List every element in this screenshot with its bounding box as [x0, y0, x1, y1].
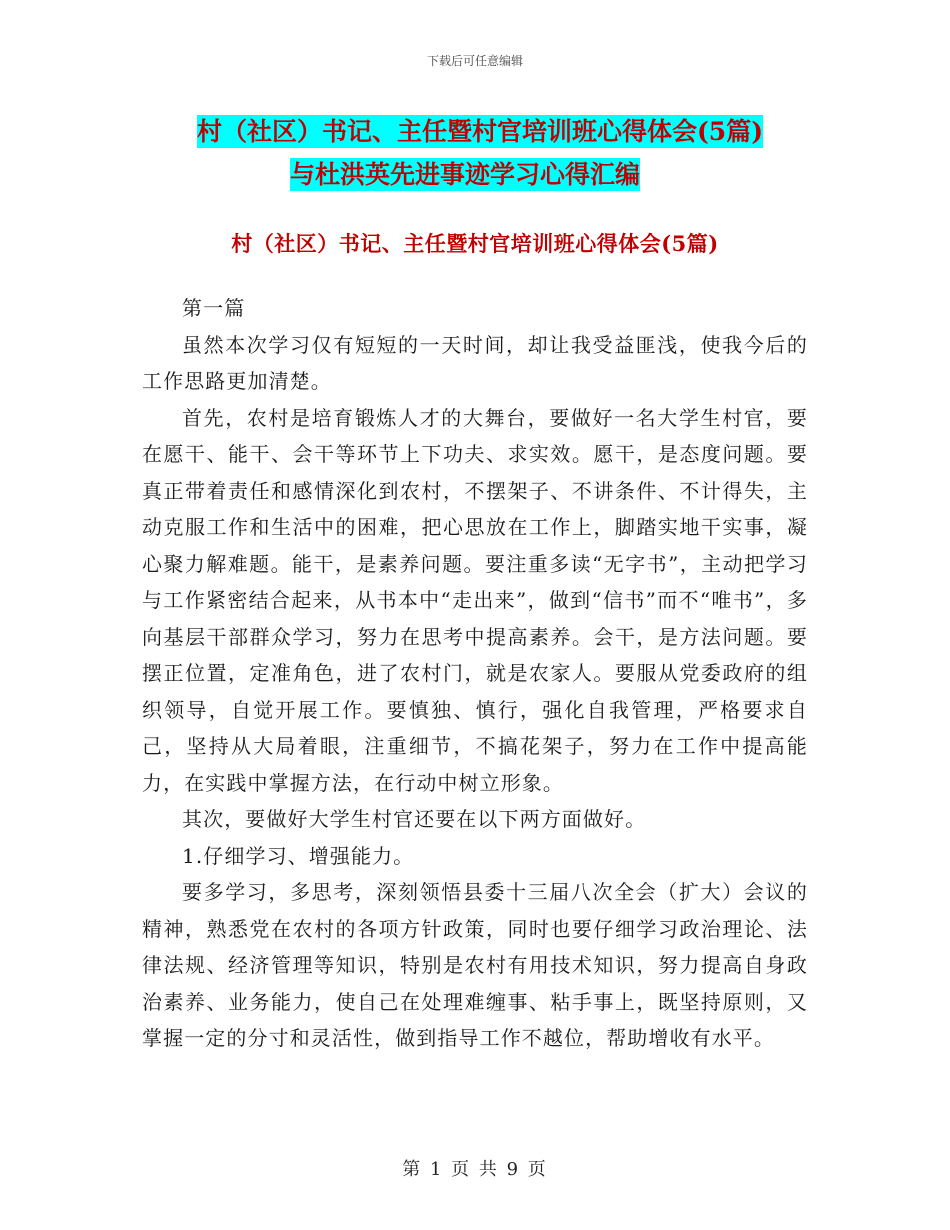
paragraph: 其次，要做好大学生村官还要在以下两方面做好。	[182, 807, 647, 831]
title-highlight-2: 与杜洪英先进事迹学习心得汇编	[290, 160, 641, 189]
paragraph-subheading: 1.仔细学习、增强能力。	[182, 843, 415, 868]
document-title-line-1	[140, 110, 820, 154]
page-number-footer: 第 1 页 共 9 页	[402, 1159, 548, 1180]
title-highlight-1: 村（社区）书记、主任暨村官培训班心得体会(5篇)	[196, 117, 764, 146]
document-body	[142, 290, 808, 1057]
paragraph: 首先，农村是培育锻炼人才的大舞台，要做好一名大学生村官，要在愿干、能干、会干等环节上下功夫、求实效。愿干，是态度问题。要真正带着责任和感情深化到农村，不摆架子、不讲条件、不计得失，主动克服工作和生活中的困难，把心思放在工作上，脚踏实地干实事，凝心聚力解难题。能干，是素养问题。要注重多读“无字书”，主动把学习与工作紧密结合起来，从书本中“走出来”，做到“信书”而不“唯书”，多向基层干部群众学习，努力在思考中提高素养。会干，是方法问题。要摆正位置，定准角色，进了农村门，就是农家人。要服从党委政府的组织领导，自觉开展工作。要慎独、慎行，强化自我管理，严格要求自己，坚持从大局着眼，注重细节，不搞花架子，努力在工作中提高能力，在实践中掌握方法，在行动中树立形象。	[142, 405, 808, 795]
section-title: 村（社区）书记、主任暨村官培训班心得体会(5篇)	[231, 231, 719, 256]
document-title-line-2	[290, 153, 690, 197]
paragraph-heading: 第一篇	[182, 296, 246, 320]
paragraph: 要多学习，多思考，深刻领悟县委十三届八次全会（扩大）会议的精神，熟悉党在农村的各项方针政策，同时也要仔细学习政治理论、法律法规、经济管理等知识，特别是农村有用技术知识，努力提高自身政治素养、业务能力，使自己在处理难缠事、粘手事上，既坚持原则，又掌握一定的分寸和灵活性，做到指导工作不越位，帮助增收有水平。	[142, 880, 808, 1050]
paragraph: 虽然本次学习仅有短短的一天时间，却让我受益匪浅，使我今后的工作思路更加清楚。	[142, 332, 808, 393]
header-note: 下载后可任意编辑	[426, 54, 523, 68]
